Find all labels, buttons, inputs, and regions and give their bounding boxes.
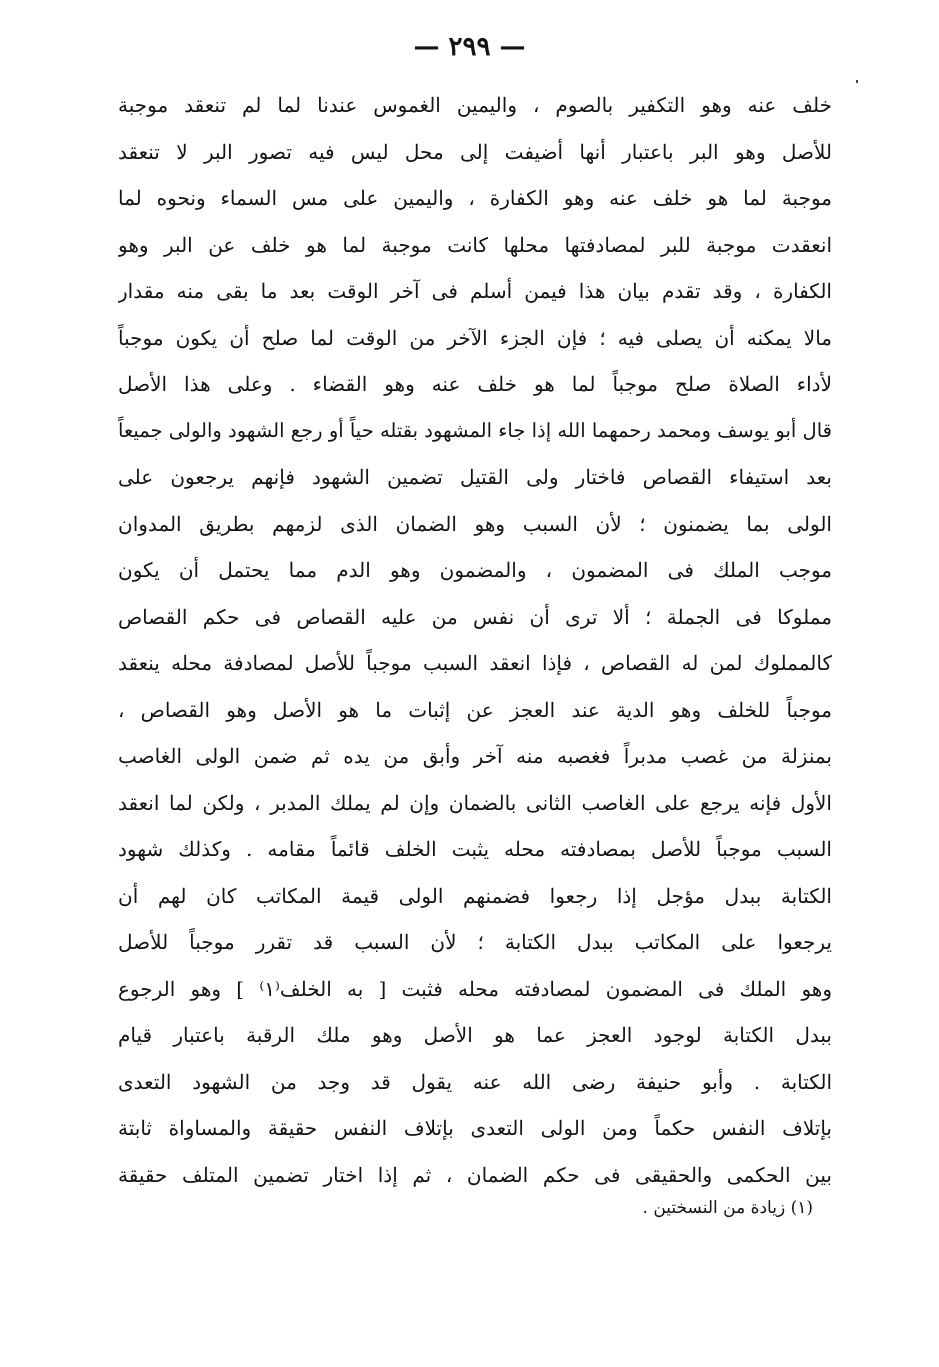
text-line: موجبة لما هو خلف عنه وهو الكفارة ، واليمين على مس السماء ونحوه لما	[118, 186, 832, 210]
page-number: — ٢٩٩ —	[413, 32, 526, 62]
text-line: انعقدت موجبة للبر لمصادفتها محلها كانت موجبة لما هو خلف عن البر وهو	[118, 232, 832, 257]
text-line: الأول فإنه يرجع على الغاصب الثانى بالضمان وإن لم يملك المدبر ، ولكن لما انعقد	[118, 790, 832, 815]
text-line: بمنزلة من غصب مدبراً فغصبه منه آخر وأبق من يده ثم ضمن الولى الغاصب	[118, 744, 832, 768]
text-line: وهو الملك فى المضمون لمصادفته محله فثبت [ به الخلف⁽١⁾ ] وهو الرجوع	[118, 976, 832, 1001]
text-line: بعد استيفاء القصاص فاختار ولى القتيل تضمين الشهود فإنهم يرجعون على	[118, 465, 832, 489]
text-line: لأداء الصلاة صلح موجباً لما هو خلف عنه وهو القضاء . وعلى هذا الأصل	[118, 372, 832, 396]
text-line: الولى بما يضمنون ؛ لأن السبب وهو الضمان الذى لزمهم بطريق المدوان	[118, 511, 832, 536]
text-line: السبب موجباً للأصل بمصادفته محله يثبت الخلف قائماً مقامه . وكذلك شهود	[118, 837, 832, 861]
text-line: قال أبو يوسف ومحمد رحمهما الله إذا جاء المشهود بقتله حياً أو رجع الشهود والولى جميعاً	[118, 418, 832, 442]
text-line: الكتابة . وأبو حنيفة رضى الله عنه يقول قد وجد من الشهود التعدى	[118, 1069, 832, 1094]
footnote: (١) زيادة من النسختين .	[642, 1198, 813, 1218]
text-line: للأصل وهو البر باعتبار أنها أضيفت إلى محل ليس فيه تصور البر لا تنعقد	[118, 139, 832, 164]
text-line: خلف عنه وهو التكفير بالصوم ، واليمين الغموس عندنا لما لم تنعقد موجبة	[118, 93, 832, 117]
text-line: بإتلاف النفس حكماً ومن الولى التعدى بإتلاف النفس حقيقة والمساواة ثابتة	[118, 1116, 832, 1140]
text-line: بين الحكمى والحقيقى فى حكم الضمان ، ثم إذا اختار تضمين المتلف حقيقة	[118, 1162, 832, 1187]
text-line: ببدل الكتابة لوجود العجز عما هو الأصل وهو ملك الرقبة باعتبار قيام	[118, 1023, 832, 1047]
body-text	[118, 82, 832, 1198]
text-line: كالمملوك لمن له القصاص ، فإذا انعقد السبب موجباً للأصل لمصادفة محله ينعقد	[118, 651, 832, 675]
text-line: موجباً للخلف وهو الدية عند العجز عن إثبات ما هو الأصل وهو القصاص ،	[118, 697, 832, 722]
text-line: موجب الملك فى المضمون ، والمضمون وهو الدم مما يحتمل أن يكون	[118, 558, 832, 582]
text-line: الكتابة ببدل مؤجل إذا رجعوا فضمنهم الولى قيمة المكاتب كان لهم أن	[118, 883, 832, 908]
text-line: يرجعوا على المكاتب ببدل الكتابة ؛ لأن السبب قد تقرر موجباً للأصل	[118, 930, 832, 954]
text-line: مملوكا فى الجملة ؛ ألا ترى أن نفس من عليه القصاص فى حكم القصاص	[118, 604, 832, 629]
stray-mark	[856, 80, 858, 83]
text-line: الكفارة ، وقد تقدم بيان هذا فيمن أسلم فى آخر الوقت بعد ما بقى منه مقدار	[118, 279, 832, 303]
text-line: مالا يمكنه أن يصلى فيه ؛ فإن الجزء الآخر من الوقت لما صلح أن يكون موجباً	[118, 325, 832, 350]
